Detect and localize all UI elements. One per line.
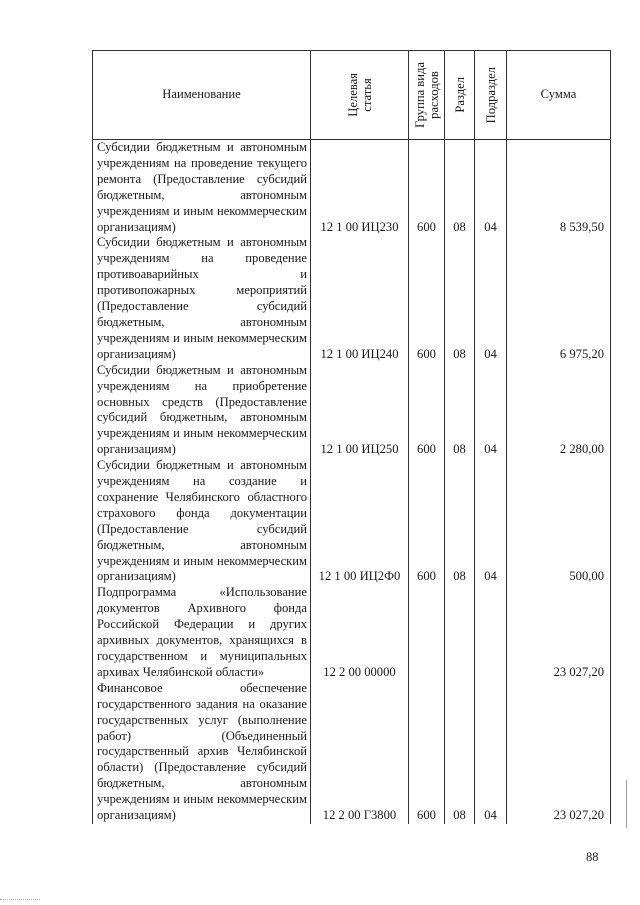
row-article: 12 1 00 ИЦ240 [311, 235, 409, 362]
header-name: Наименование [93, 51, 311, 140]
row-sum: 23 027,20 [507, 681, 611, 824]
row-group: 600 [409, 458, 445, 585]
row-subsection: 04 [475, 235, 507, 362]
row-name: Финансовое обеспечение государственного задания на оказание государственных услуг (выполнение работ) (Объединенный государственный архив Челябинской области) (Предоставление субсидий бюджетным, автономным учреждениям и иным некоммерческим организациям) [93, 681, 311, 824]
budget-table [92, 50, 611, 824]
row-name: Подпрограмма «Использование документов Архивного фонда Российской Федерации и других архивных документов, хранящихся в государственном и муниципальных архивах Челябинской области» [93, 585, 311, 680]
table-row [93, 681, 611, 824]
row-name: Субсидии бюджетным и автономным учреждениям на проведение противоаварийных и противопожарных мероприятий (Предоставление субсидий бюджетным, автономным учреждениям и иным некоммерческим организациям) [93, 235, 311, 362]
page-number: 88 [586, 850, 599, 864]
row-article: 12 1 00 ИЦ230 [311, 140, 409, 236]
table-row [93, 585, 611, 680]
row-section: 08 [445, 681, 475, 824]
row-section: 08 [445, 363, 475, 458]
row-article: 12 2 00 00000 [311, 585, 409, 680]
row-subsection: 04 [475, 681, 507, 824]
row-name: Субсидии бюджетным и автономным учреждениям на создание и сохранение Челябинского областного страхового фонда документации (Предоставление субсидий бюджетным, автономным учреждениям и иным некоммерческим организациям) [93, 458, 311, 585]
row-section: 08 [445, 235, 475, 362]
table-row [93, 235, 611, 362]
table-row [93, 363, 611, 458]
row-subsection: 04 [475, 140, 507, 236]
header-group: Группа вида расходов [409, 51, 445, 140]
row-sum: 8 539,50 [507, 140, 611, 236]
row-group: 600 [409, 363, 445, 458]
row-subsection [475, 585, 507, 680]
row-section: 08 [445, 140, 475, 236]
row-article: 12 1 00 ИЦ2Ф0 [311, 458, 409, 585]
row-subsection: 04 [475, 458, 507, 585]
row-sum: 6 975,20 [507, 235, 611, 362]
table-row [93, 140, 611, 236]
row-group [409, 585, 445, 680]
table-row [93, 458, 611, 585]
row-section: 08 [445, 458, 475, 585]
header-sum: Сумма [507, 51, 611, 140]
row-sum: 2 280,00 [507, 363, 611, 458]
row-group: 600 [409, 235, 445, 362]
row-name: Субсидии бюджетным и автономным учреждениям на приобретение основных средств (Предоставление субсидий бюджетным, автономным учреждениям и иным некоммерческим организациям) [93, 363, 311, 458]
margin-scan-line [626, 780, 627, 828]
footer-scan-mark [0, 899, 40, 901]
row-section [445, 585, 475, 680]
row-subsection: 04 [475, 363, 507, 458]
row-sum: 23 027,20 [507, 585, 611, 680]
table-header-row [93, 51, 611, 140]
header-section: Раздел [445, 51, 475, 140]
row-group: 600 [409, 681, 445, 824]
row-sum: 500,00 [507, 458, 611, 585]
row-group: 600 [409, 140, 445, 236]
row-article: 12 1 00 ИЦ250 [311, 363, 409, 458]
header-subsection: Подраздел [475, 51, 507, 140]
row-article: 12 2 00 Г3800 [311, 681, 409, 824]
header-article: Целевая статья [311, 51, 409, 140]
row-name: Субсидии бюджетным и автономным учреждениям на проведение текущего ремонта (Предоставление субсидий бюджетным, автономным учреждениям и иным некоммерческим организациям) [93, 140, 311, 236]
